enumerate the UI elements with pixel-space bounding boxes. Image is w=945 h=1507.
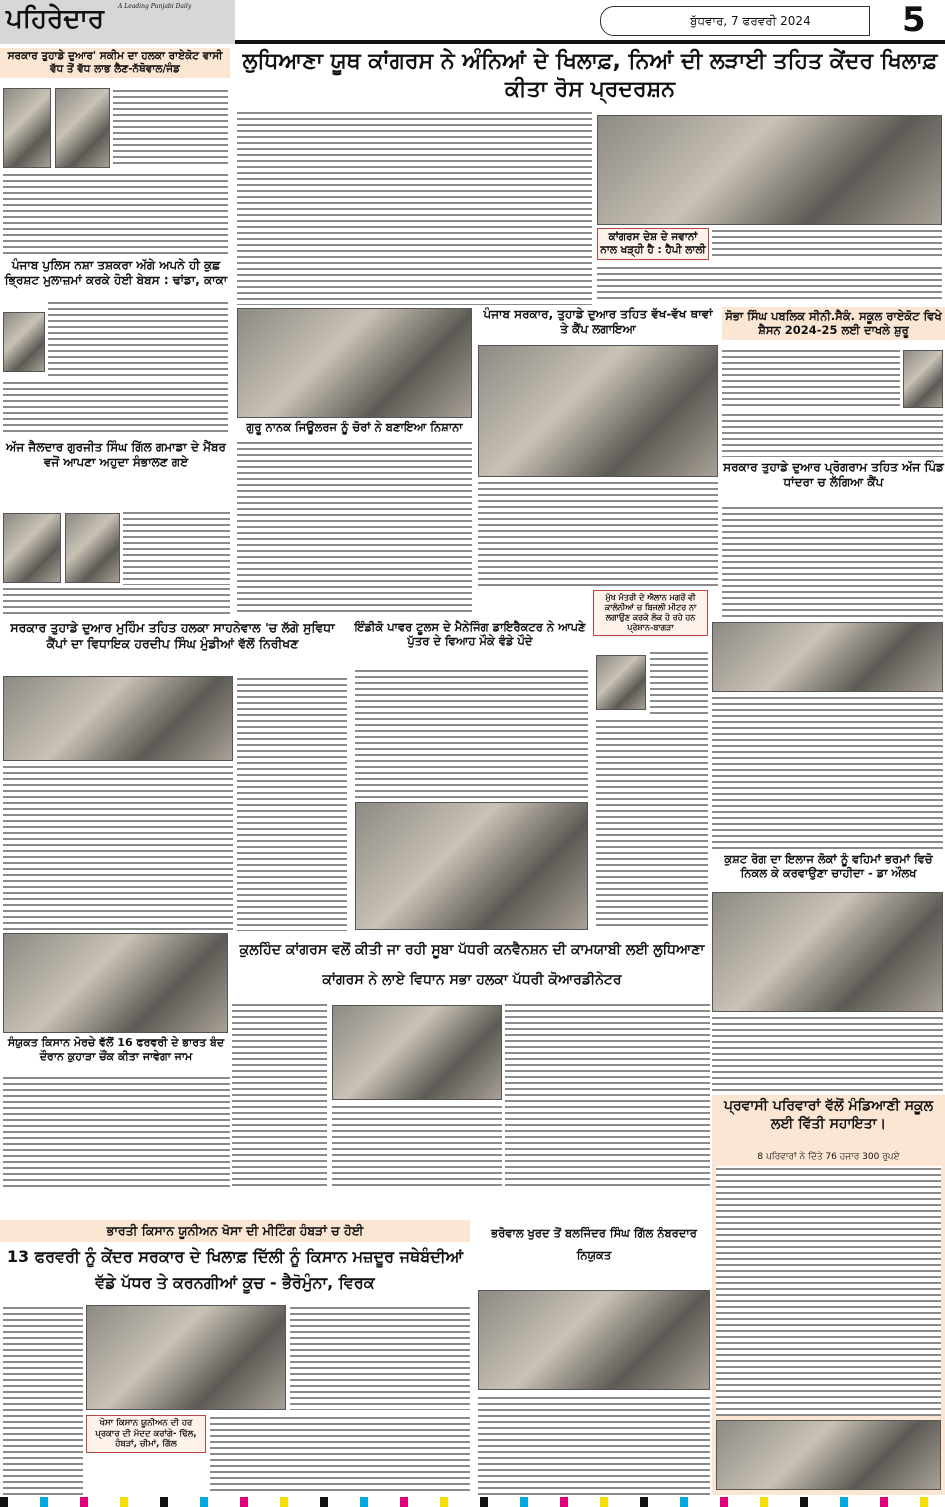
- headline-kisan-morcha: ਸੰਯੁਕਤ ਕਿਸਾਨ ਮੋਰਚੇ ਵੱਲੋਂ 16 ਫਰਵਰੀ ਦੇ ਭਾਰਤ ਬੰਦ ਦੌਰਾਨ ਕੁਹਾੜਾ ਚੌਂਕ ਕੀਤਾ ਜਾਵੇਗਾ ਜਾਮ: [7, 1036, 225, 1063]
- article-body: [597, 265, 942, 303]
- headline-indico: ਇੰਡੀਕੋ ਪਾਵਰ ਟੂਲਸ ਦੇ ਮੈਨੇਜਿੰਗ ਡਾਇਰੈਕਟਰ ਨੇ ਆਪਣੇ ਪੁੱਤਰ ਦੇ ਵਿਆਹ ਮੌਕੇ ਵੰਡੇ ਪੌਦੇ: [354, 620, 586, 649]
- photo-indico: [355, 802, 588, 930]
- article-body: [3, 586, 230, 614]
- masthead: [0, 0, 945, 44]
- headline-punjab-police: ਪੰਜਾਬ ਪੁਲਿਸ ਨਸ਼ਾ ਤਸ਼ਕਰਾ ਅੱਗੇ ਅਪਨੇ ਹੀ ਕੁਛ ਭ੍ਰਿਸ਼ਟ ਮੁਲਾਜ਼ਮਾਂ ਕਰਕੇ ਹੋਈ ਬੇਬਸ : ਢਾਂਡਾ, ਕਾਕਾ: [4, 258, 228, 287]
- article-body: [123, 510, 230, 585]
- article-body: [505, 1002, 710, 1187]
- photo-kulhind-meeting: [332, 1005, 502, 1100]
- article-body: [650, 650, 708, 715]
- headline-bku-meeting: ਭਾਰਤੀ ਕਿਸਾਨ ਯੂਨੀਅਨ ਖੋਸਾ ਦੀ ਮੀਟਿੰਗ ਹੰਬੜਾਂ ਚ ਹੋਈ: [0, 1220, 470, 1242]
- headline-leprosy: ਕੁਸ਼ਟ ਰੋਗ ਦਾ ਇਲਾਜ ਲੋਕਾਂ ਨੂੰ ਵਹਿਮਾਂ ਭਰਮਾਂ ਵਿਚੋ ਨਿਕਲ ਕੇ ਕਰਵਾਉਣਾ ਚਾਹੀਦਾ - ਡਾ ਔਲਖ: [724, 852, 933, 881]
- headline-sahnewal: ਸਰਕਾਰ ਤੁਹਾਡੇ ਦੁਆਰ ਮੁਹਿੰਮ ਤਹਿਤ ਹਲਕਾ ਸਾਹਨੇਵਾਲ 'ਚ ਲੱਗੇ ਸੁਵਿਧਾ ਕੈਂਪਾਂ ਦਾ ਵਿਧਾਇਕ ਹਰਦੀਪ ਸਿੰਘ ਮੁੰਡੀਆਂ ਵੱਲੋਂ ਨਿਰੀਖਣ: [10, 620, 335, 651]
- article-body: [3, 1075, 230, 1190]
- article-body: [478, 480, 718, 588]
- photo-portrait: [596, 655, 646, 710]
- article-body: [716, 1166, 941, 1416]
- article-body: [355, 668, 588, 798]
- headline-school: ਸੋਭਾ ਸਿੰਘ ਪਬਲਿਕ ਸੀਨੀ.ਸੈਕੰ. ਸਕੂਲ ਰਾਏਕੋਟ ਵਿਖੇ ਸ਼ੈਸਨ 2024-25 ਲਈ ਦਾਖਲੇ ਸ਼ੁਰੂ: [722, 307, 945, 340]
- headline-guru-nanak: ਗੁਰੂ ਨਾਨਕ ਜਿਊਲਰਜ ਨੂੰ ਚੋਰਾਂ ਨੇ ਬਣਾਇਆ ਨਿਸ਼ਾਨਾ: [246, 420, 463, 434]
- article-body: [237, 440, 472, 615]
- article-body: [3, 380, 228, 435]
- headline-dhandra: ਸਰਕਾਰ ਤੁਹਾਡੇ ਦੁਆਰ ਪ੍ਰੋਗਰਾਮ ਤਹਿਤ ਅੱਜ ਪਿੰਡ ਧਾਂਦਰਾ ਚ ਲੱਗਿਆ ਕੈਂਪ: [723, 460, 944, 489]
- headline-kulhind: ਕੁਲਹਿੰਦ ਕਾਂਗਰਸ ਵਲੋਂ ਕੀਤੀ ਜਾ ਰਹੀ ਸੂਬਾ ਪੱਧਰੀ ਕਨਵੈਨਸ਼ਨ ਦੀ ਕਾਮਯਾਬੀ ਲਈ ਲੁਧਿਆਣਾ ਕਾਂਗਰਸ ਨੇ ਲਾਏ ਵਿਧਾਨ ਸਭਾ ਹਲਕਾ ਪੱਧਰੀ ਕੋਆਰਡੀਨੇਟਰ: [239, 942, 705, 988]
- article-body: [237, 676, 347, 931]
- photo-dhandra-camp: [712, 622, 943, 692]
- photo-portrait: [3, 312, 45, 372]
- photo-portrait: [55, 88, 110, 168]
- photo-kisan-morcha: [3, 933, 228, 1033]
- photo-bharowal: [478, 1290, 710, 1390]
- article-body: [210, 1415, 470, 1495]
- main-headline: ਲੁਧਿਆਣਾ ਯੂਥ ਕਾਂਗਰਸ ਨੇ ਅੰਨਿਆਂ ਦੇ ਖਿਲਾਫ਼, ਨਿਆਂ ਦੀ ਲੜਾਈ ਤਹਿਤ ਕੇਂਦਰ ਖਿਲਾਫ਼ ਕੀਤਾ ਰੋਸ ਪ੍ਰਦਰਸ਼ਨ: [242, 49, 938, 102]
- headline-camps: ਪੰਜਾਬ ਸਰਕਾਰ, ਤੁਹਾਡੇ ਦੁਆਰ ਤਹਿਤ ਵੱਖ-ਵੱਖ ਥਾਵਾਂ ਤੇ ਕੈਂਪ ਲਗਾਇਆ: [483, 307, 713, 336]
- photo-portrait: [3, 88, 51, 168]
- article-body: [722, 412, 943, 457]
- article-body: [48, 300, 228, 380]
- photo-portrait: [3, 513, 61, 583]
- photo-school-students: [712, 892, 943, 1012]
- article-body: [722, 505, 943, 617]
- headline-delhi-march: 13 ਫਰਵਰੀ ਨੂੰ ਕੇਂਦਰ ਸਰਕਾਰ ਦੇ ਖਿਲਾਫ਼ ਦਿੱਲੀ ਨੂੰ ਕਿਸਾਨ ਮਜ਼ਦੂਰ ਜਥੇਬੰਦੀਆਂ ਵੱਡੇ ਪੱਧਰ ਤੇ ਕਰਨਗੀਆਂ ਕੂਚ - ਭੈਰੋਮੁੰਨਾ, ਵਿਰਕ: [6, 1247, 464, 1292]
- newspaper-logo: ਪਹਿਰੇਦਾਰ: [6, 4, 104, 34]
- subheadline-pravasi: 8 ਪਰਿਵਾਰਾਂ ਨੇ ਦਿੱਤੇ 76 ਹਜਾਰ 300 ਰੁਪਏ: [757, 1152, 900, 1162]
- article-body: [3, 1305, 83, 1495]
- box-congress: ਕਾਂਗਰਸ ਦੇਸ਼ ਦੇ ਜਵਾਨਾਂ ਨਾਲ ਖੜ੍ਹੀ ਹੈ : ਹੈਪੀ ਲਾਲੀ: [597, 228, 709, 260]
- article-body: [478, 1395, 710, 1495]
- photo-jewellers: [237, 308, 472, 418]
- article-body-main: [237, 110, 592, 305]
- headline-bharowal: ਭਰੋਵਾਲ ਖੁਰਦ ਤੋਂ ਬਲਜਿੰਦਰ ਸਿੰਘ ਗਿੱਲ ਨੰਬਰਦਾਰ ਨਿਯੁਕਤ: [491, 1226, 697, 1262]
- headline-pravasi: ਪ੍ਰਵਾਸੀ ਪਰਿਵਾਰਾਂ ਵੱਲੋਂ ਮੰਡਿਆਣੀ ਸਕੂਲ ਲਈ ਵਿੱਤੀ ਸਹਾਇਤਾ।: [723, 1098, 934, 1132]
- article-body: [596, 718, 708, 930]
- headline-raikot-scheme: ਸਰਕਾਰ ਤੁਹਾਡੇ ਦੁਆਰ' ਸਕੀਮ ਦਾ ਹਲਕਾ ਰਾਏਕੋਟ ਵਾਸੀ ਵੱਧ ਤੋਂ ਵੱਧ ਲਾਭ ਲੈਣ-ਨੱਥੋਵਾਲ/ਜੰਡ: [0, 48, 230, 78]
- registration-strip: [0, 1497, 945, 1507]
- article-body: [3, 172, 228, 254]
- headline-zaildar: ਅੱਜ ਜੈਲਦਾਰ ਗੁਰਜੀਤ ਸਿੰਘ ਗਿੱਲ ਗਮਾਡਾ ਦੇ ਮੈਂਬਰ ਵਜੋਂ ਆਪਣਾ ਅਹੁਦਾ ਸੰਭਾਲਣ ਗਏ: [6, 440, 226, 469]
- photo-youth-congress: [597, 115, 942, 225]
- box-khosa: ਖੋਸਾ ਕਿਸਾਨ ਯੂਨੀਅਨ ਦੀ ਹਰ ਪ੍ਰਕਾਰ ਦੀ ਮੱਦਦ ਕਰਾਂਗੇ- ਢਿੱਲ, ਹੰਬੜਾਂ, ਚੀਮਾਂ, ਗਿੱਲ: [86, 1415, 206, 1453]
- article-body: [232, 1002, 327, 1187]
- box-meter: ਮੁੱਖ ਮੰਤਰੀ ਦੇ ਐਲਾਨ ਮਗਰੋਂ ਵੀ ਕਾਲੋਨੀਆਂ ਚ ਬਿਜਲੀ ਮੀਟਰ ਨਾ ਲਗਾਉਣ ਕਰਕੇ ਲੋਕ ਹੋ ਰਹੇ ਹਨ ਪ੍ਰੇਸ਼ਾਨ-ਬਾਗੜਾ: [593, 590, 708, 636]
- article-body: [712, 228, 942, 260]
- photo-pravasi: [716, 1420, 941, 1490]
- photo-sahnewal: [3, 676, 233, 761]
- photo-portrait: [65, 513, 120, 583]
- article-body: [712, 695, 943, 850]
- article-body: [332, 1104, 502, 1187]
- photo-kisan-meeting: [86, 1305, 286, 1410]
- page-number: 5: [902, 0, 926, 40]
- tagline: A Leading Punjabi Daily: [118, 3, 192, 10]
- article-body: [3, 764, 233, 930]
- article-body: [712, 1015, 943, 1095]
- issue-date: ਬੁੱਧਵਾਰ, 7 ਫਰਵਰੀ 2024: [690, 14, 811, 28]
- article-body: [290, 1305, 470, 1410]
- article-body: [722, 348, 900, 410]
- masthead-rule: [235, 40, 945, 44]
- article-body: [113, 88, 228, 168]
- photo-portrait: [903, 350, 943, 408]
- photo-camp: [478, 345, 718, 477]
